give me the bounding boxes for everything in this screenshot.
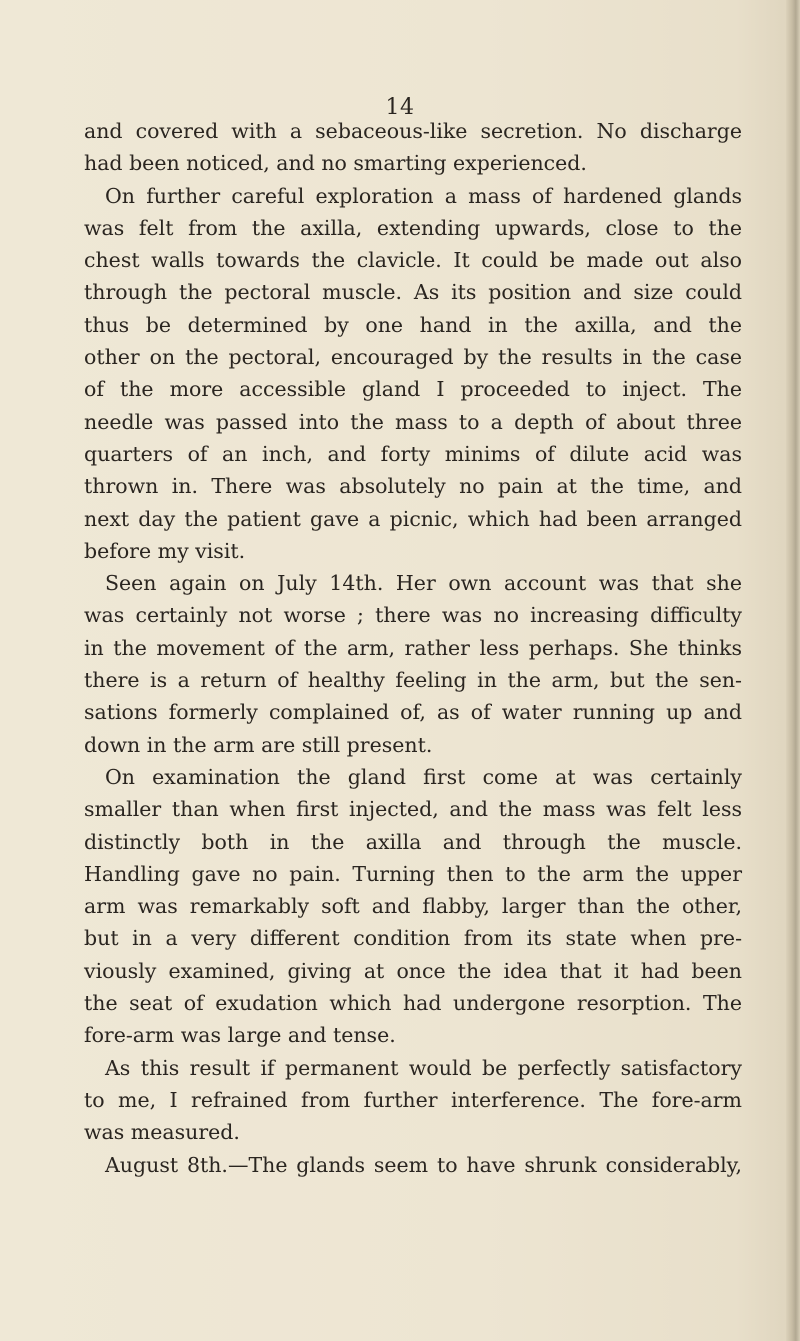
text-line: before my visit. — [84, 538, 246, 563]
text-line: thrown in. There was absolutely no pain at the time, and — [84, 474, 742, 499]
text-line: but in a very different condition from its state when pre- — [84, 926, 742, 951]
text-line: in the movement of the arm, rather less perhaps. She thinks — [84, 635, 742, 660]
page-edge-shadow — [786, 0, 800, 1341]
text-line: quarters of an inch, and forty minims of dilute acid was — [84, 441, 742, 466]
page-number: 14 — [385, 95, 415, 120]
text-line: On examination the gland first come at was certainly — [105, 764, 742, 789]
text-line: of the more accessible gland I proceeded to inject. The — [84, 377, 742, 402]
text-line: Handling gave no pain. Turning then to the arm the upper — [84, 861, 742, 886]
text-line: the seat of exudation which had undergone resorption. The — [84, 991, 742, 1016]
text-line: arm was remarkably soft and flabby, larger than the other, — [84, 894, 742, 919]
text-line: through the pectoral muscle. As its position and size could — [84, 280, 742, 305]
text-line: Seen again on July 14th. Her own account was that she — [105, 571, 742, 596]
text-line: next day the patient gave a picnic, which had been arranged — [84, 506, 742, 531]
text-line: had been noticed, and no smarting experienced. — [84, 151, 587, 176]
text-line: there is a return of healthy feeling in the arm, but the sen- — [84, 668, 742, 693]
text-line: smaller than when first injected, and the mass was felt less — [84, 797, 742, 822]
text-line: was felt from the axilla, extending upwards, close to the — [84, 215, 742, 240]
text-line: sations formerly complained of, as of water running up and — [84, 700, 742, 725]
text-line: to me, I refrained from further interference. The fore-arm — [84, 1087, 742, 1112]
text-line: distinctly both in the axilla and through the muscle. — [84, 829, 742, 854]
text-line: On further careful exploration a mass of hardened glands — [105, 183, 742, 208]
text-line: and covered with a sebaceous-like secretion. No discharge — [84, 119, 742, 143]
text-line: As this result if permanent would be perfectly satisfactory — [105, 1055, 742, 1080]
text-line: thus be determined by one hand in the axilla, and the — [84, 312, 742, 337]
text-line: was certainly not worse ; there was no increasing difficulty — [84, 603, 742, 628]
text-line: down in the arm are still present. — [84, 732, 433, 757]
text-line: August 8th.—The glands seem to have shrunk considerably, — [105, 1152, 742, 1177]
text-line: was measured. — [84, 1120, 240, 1145]
text-line: chest walls towards the clavicle. It could be made out also — [84, 248, 742, 273]
text-line: needle was passed into the mass to a depth of about three — [84, 409, 742, 434]
text-line: other on the pectoral, encouraged by the results in the case — [84, 345, 742, 370]
text-line: viously examined, giving at once the idea that it had been — [84, 958, 742, 983]
body-text — [84, 115, 742, 1181]
text-line: fore-arm was large and tense. — [84, 1023, 396, 1048]
